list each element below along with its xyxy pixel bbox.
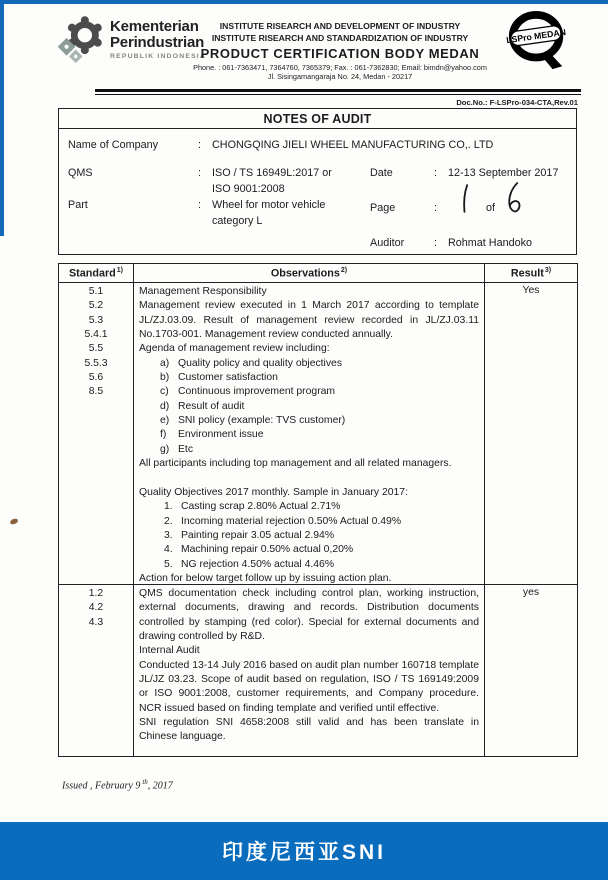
- ministry-gear-logo: [56, 13, 106, 67]
- doc-number: Doc.No.: F-LSPro-034-CTA,Rev.01: [456, 98, 578, 107]
- standard-codes-cell: [59, 585, 134, 757]
- objective-item: 3. Painting repair 3.05 actual 2.94%: [164, 529, 335, 541]
- agenda-intro: Agenda of management review including:: [139, 343, 330, 355]
- document-title-box: [58, 108, 577, 129]
- ministry-subtitle: REPUBLIK INDONESIA: [110, 53, 206, 60]
- part-value-line2: category L: [212, 215, 263, 227]
- address-line: Jl. Sisingamangaraja No. 24, Medan - 20217: [267, 72, 413, 81]
- colon: :: [198, 139, 201, 151]
- company-label: Name of Company: [68, 139, 159, 151]
- colon: :: [434, 202, 437, 214]
- column-header-observations: Observations$^{2)}$: [134, 264, 485, 283]
- date-value: 12-13 September 2017: [448, 167, 559, 179]
- certification-body-name: PRODUCT CERTIFICATION BODY MEDAN: [200, 46, 480, 61]
- auditor-label: Auditor: [370, 237, 405, 249]
- footer-banner: [0, 822, 608, 880]
- standard-code: 5.6: [88, 372, 104, 384]
- qms-value-line1: ISO / TS 16949L:2017 or: [212, 167, 332, 179]
- objective-item: 4. Machining repair 0.50% actual 0,20%: [164, 544, 354, 556]
- header-divider: [95, 89, 581, 95]
- standard-code: 5.4.1: [84, 329, 108, 341]
- standard-code: 5.2: [88, 300, 104, 312]
- lspro-medan-logo: [504, 10, 572, 74]
- logo-diamond-small: [69, 50, 83, 64]
- ministry-name-line2: Perindustrian: [110, 34, 205, 51]
- institute-block: [192, 21, 488, 81]
- company-value: CHONGQING JIELI WHEEL MANUFACTURING CO,. LTD: [212, 139, 494, 151]
- agenda-list: [139, 357, 479, 457]
- colon: :: [198, 199, 201, 211]
- column-header-result: Result$^{3)}$: [485, 264, 578, 283]
- objectives-list: [139, 500, 479, 572]
- observation-paragraph: Management review executed in 1 March 2017 according to template JL/ZJ.03.09. Result of management review recorded in JL/ZJ.03.11 No.1703-001. Management review conducted annually.: [139, 300, 479, 341]
- observation-paragraph: QMS documentation check including control plan, working instruction, external documents, drawing and records. Distribution documents controlled by stamping (red color). Special for external documents and drawing controlled by R&D.: [139, 588, 479, 643]
- agenda-item: d) Result of audit: [160, 400, 245, 412]
- handwritten-page-total: [503, 181, 523, 220]
- result-value: yes: [522, 587, 540, 598]
- result-value: Yes: [522, 285, 540, 296]
- table-row: [59, 283, 578, 585]
- qms-value-line2: ISO 9001:2008: [212, 183, 285, 195]
- scan-speck: [9, 518, 18, 525]
- agenda-item: f) Environment issue: [160, 429, 264, 441]
- ministry-name-line1: Kementerian: [110, 18, 199, 35]
- standard-code: 1.2: [88, 588, 104, 599]
- audit-info-box: [58, 129, 577, 255]
- audit-observations-table: [58, 263, 578, 757]
- observations-cell: [134, 585, 485, 757]
- agenda-item: c) Continuous improvement program: [160, 386, 336, 398]
- issued-date-line: Issued , February 9 $^{th}$, 2017: [62, 778, 173, 792]
- objective-item: 5. NG rejection 4.50% actual 4.46%: [164, 558, 335, 570]
- observation-paragraph: Conducted 13-14 July 2016 based on audit plan number 160718 template JL/JZ 03.23. Scope of audit based on regulation, ISO / TS 169149:2009 or ISO 9001:2008, customer requirements, and Company procedure. NCR issued based on finding template and verified until effective.: [139, 659, 479, 714]
- standard-code: 5.5: [88, 343, 104, 355]
- observation-paragraph: SNI regulation SNI 4658:2008 still valid and has been translate in Chinese language.: [139, 717, 479, 743]
- objectives-intro: Quality Objectives 2017 monthly. Sample in January 2017:: [139, 486, 408, 498]
- table-row: [59, 585, 578, 757]
- standard-code: 4.3: [88, 616, 104, 628]
- agenda-item: b) Customer satisfaction: [160, 372, 278, 384]
- banner-text: 印度尼西亚SNI: [221, 841, 386, 864]
- lspro-logo-text: LSPro MEDAN: [505, 26, 567, 46]
- standard-code: 5.1: [88, 286, 104, 297]
- standard-code: 4.2: [88, 602, 104, 614]
- standard-code: 5.5.3: [84, 357, 108, 369]
- scan-edge-top: [0, 0, 608, 4]
- colon: :: [434, 237, 437, 249]
- document-title: NOTES OF AUDIT: [263, 111, 372, 126]
- auditor-value: Rohmat Handoko: [448, 237, 533, 249]
- handwritten-page-current: [457, 183, 473, 218]
- agenda-item: e) SNI policy (example: TVS customer): [160, 415, 346, 427]
- colon: :: [198, 167, 201, 179]
- table-header-row: [59, 264, 578, 283]
- date-label: Date: [370, 167, 393, 179]
- agenda-item: a) Quality policy and quality objectives: [160, 357, 343, 369]
- part-label: Part: [68, 199, 88, 211]
- page-label: Page: [370, 202, 396, 214]
- standard-codes-cell: [59, 283, 134, 585]
- standard-code: 5.3: [88, 314, 104, 326]
- result-cell: [485, 283, 578, 585]
- result-cell: [485, 585, 578, 757]
- contact-line: Phone. : 061-7363471, 7364760, 7365379; Fax. : 061-7362830; Email: bimdn@yahoo.com: [193, 63, 487, 72]
- observation-title: Management Responsibility: [139, 286, 267, 297]
- part-value-line1: Wheel for motor vehicle: [212, 199, 326, 211]
- standard-code: 8.5: [88, 386, 104, 398]
- institute-line1: INSTITUTE RISEARCH AND DEVELOPMENT OF INDUSTRY: [219, 21, 461, 31]
- agenda-item: g) Etc: [160, 443, 194, 455]
- qms-label: QMS: [68, 167, 93, 179]
- institute-line2: INSTITUTE RISEARCH AND STANDARDIZATION OF INDUSTRY: [211, 32, 469, 43]
- observations-cell: [134, 283, 485, 585]
- objective-item: 2. Incoming material rejection 0.50% Actual 0.49%: [164, 515, 402, 527]
- participants-line: All participants including top management and all related managers.: [139, 458, 452, 470]
- objective-item: 1. Casting scrap 2.80% Actual 2.71%: [164, 501, 341, 513]
- page-of-word: of: [486, 202, 496, 214]
- observation-subtitle: Internal Audit: [139, 645, 200, 657]
- colon: :: [434, 167, 437, 179]
- scan-edge-left: [0, 0, 4, 236]
- column-header-standard: Standard$^{1)}$: [59, 264, 134, 283]
- action-line: Action for below target follow up by issuing action plan.: [139, 572, 392, 584]
